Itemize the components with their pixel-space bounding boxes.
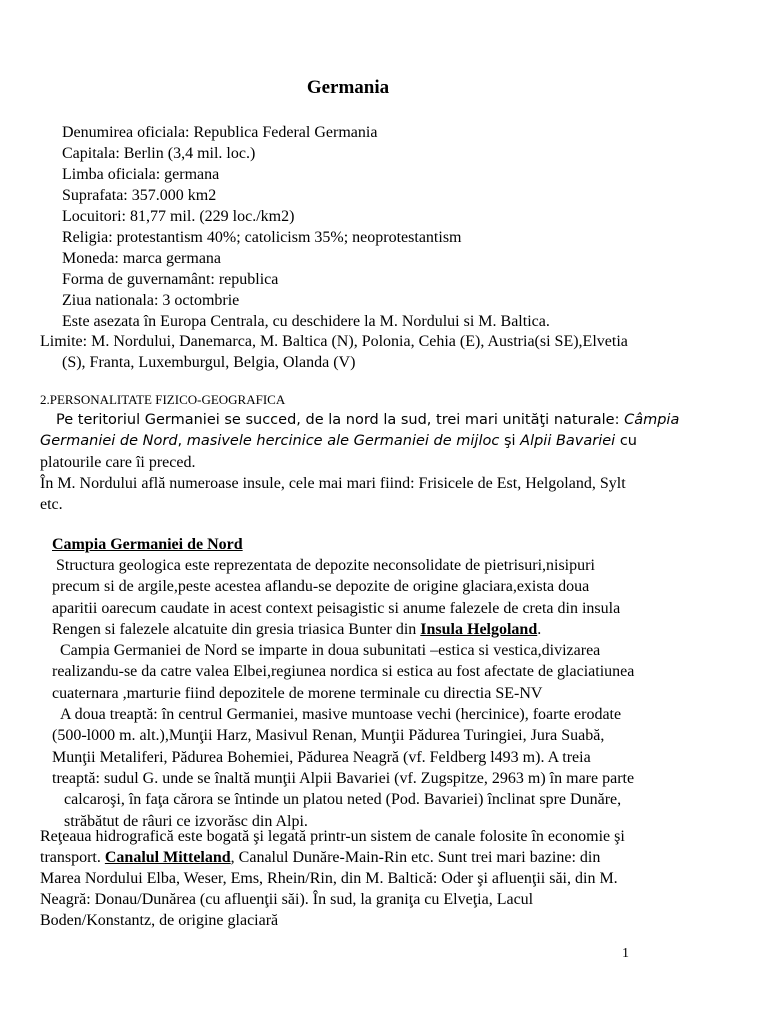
- intro-paragraph: [40, 410, 720, 515]
- intro-line-2: [40, 431, 720, 452]
- intro-line-5: etc.: [40, 496, 63, 513]
- fact-language: Limba oficiala: germana: [62, 166, 220, 183]
- body-line: A doua treaptă: în centrul Germaniei, masive muntoase vechi (hercinice), foarte erodate: [60, 706, 622, 724]
- limits-line-1: Limite: M. Nordului, Danemarca, M. Baltica (N), Polonia, Cehia (E), Austria(si SE),Elvetia: [40, 333, 628, 350]
- body-line: străbătut de râuri ce izvorăsc din Alpi.: [64, 812, 308, 830]
- intro-text: ,: [177, 433, 187, 449]
- intro-italic: Germaniei de Nord: [40, 433, 178, 449]
- intro-text: cu: [615, 433, 637, 449]
- facts-list: [62, 122, 702, 332]
- body-line: realizandu-se da catre valea Elbei,regiunea nordica si estica au fost afectate de glaciatiunea: [52, 663, 635, 681]
- body-line: Campia Germaniei de Nord se imparte in doua subunitati –estica si vestica,divizarea: [60, 642, 601, 660]
- subheading: Campia Germaniei de Nord: [52, 536, 243, 553]
- final-line: Marea Nordului Elba, Weser, Ems, Rhein/Rin, din M. Baltică: Oder şi afluenţii săi, din M.: [40, 870, 618, 887]
- document-title: Germania: [306, 77, 390, 98]
- intro-line-3: platourile care îi preced.: [40, 454, 196, 471]
- fact-government: Forma de guvernamânt: republica: [62, 271, 279, 288]
- body-line: aparitii oarecum caudate in acest context peisagistic si anume falezele de creta din insula: [52, 599, 621, 617]
- fact-population: Locuitori: 81,77 mil. (229 loc./km2): [62, 208, 295, 225]
- final-line: Boden/Konstantz, de origine glaciară: [40, 912, 279, 929]
- page-number: 1: [622, 946, 629, 961]
- final-text: , Canalul Dunăre-Main-Rin etc. Sunt trei mari bazine: din: [230, 849, 601, 866]
- intro-italic: masivele hercinice ale Germaniei de mijloc: [186, 433, 500, 449]
- body-line: calcaroşi, în faţa cărora se întinde un platou neted (Pod. Bavariei) înclinat spre Dunăre,: [64, 791, 622, 809]
- fact-currency: Moneda: marca germana: [62, 250, 222, 267]
- intro-italic: Alpii Bavariei: [520, 433, 616, 449]
- final-text: transport.: [40, 849, 105, 866]
- fact-official-name: Denumirea oficiala: Republica Federal Germania: [62, 124, 378, 141]
- hydrography-paragraph: [40, 826, 730, 931]
- fact-location: Este asezata în Europa Centrala, cu deschidere la M. Nordului si M. Baltica.: [62, 313, 550, 330]
- section-heading: 2.PERSONALITATE FIZICO-GEOGRAFICA: [40, 392, 286, 407]
- final-line: [40, 847, 730, 868]
- body-line: precum si de argile,peste acestea aflandu-se depozite de origine glaciara,exista doua: [52, 578, 590, 596]
- limits-paragraph: [40, 331, 700, 373]
- intro-text: Pe teritoriul Germaniei se succed, de la nord la sud, trei mari unităţi naturale:: [56, 412, 625, 428]
- body-text: Rengen si falezele alcatuite din gresia triasica Bunter din: [52, 620, 421, 638]
- body-line: treaptă: sudul G. unde se înaltă munţii Alpii Bavariei (vf. Zugspitze, 2963 m) în mare parte: [52, 769, 635, 787]
- fact-capital: Capitala: Berlin (3,4 mil. loc.): [62, 145, 256, 162]
- fact-national-day: Ziua nationala: 3 octombrie: [62, 292, 240, 309]
- fact-area: Suprafata: 357.000 km2: [62, 187, 217, 204]
- intro-line-4: În M. Nordului află numeroase insule, cele mai mari fiind: Frisicele de Est, Helgoland, Sylt: [40, 475, 626, 492]
- intro-text: şi: [499, 433, 521, 449]
- insula-helgoland-link: Insula Helgoland: [420, 620, 538, 638]
- body-line: [52, 619, 732, 640]
- body-line: Munţii Metaliferi, Pădurea Bohemiei, Pădurea Neagră (vf. Feldberg l493 m). A treia: [52, 748, 591, 766]
- body-text: .: [537, 620, 542, 638]
- body-line: Structura geologica este reprezentata de depozite neconsolidate de pietrisuri,nisipuri: [56, 557, 595, 574]
- intro-italic: Câmpia: [624, 412, 680, 428]
- limits-line-2: (S), Franta, Luxemburgul, Belgia, Olanda (V): [62, 354, 356, 371]
- final-line: Neagră: Donau/Dunărea (cu afluenţii săi). În sud, la graniţa cu Elveţia, Lacul: [40, 891, 534, 908]
- body-line: (500-l000 m. alt.),Munţii Harz, Masivul Renan, Munţii Pădurea Turingiei, Jura Suabă,: [52, 727, 605, 745]
- intro-line-1: [40, 410, 720, 431]
- body-paragraph: [52, 555, 732, 832]
- canalul-mitteland-link: Canalul Mitteland: [104, 849, 231, 866]
- final-line: Reţeaua hidrografică este bogată şi legată printr-un sistem de canale folosite în economie şi: [40, 828, 625, 845]
- body-line: cuaternara ,marturie fiind depozitele de morene terminale cu directia SE-NV: [52, 684, 543, 702]
- fact-religion: Religia: protestantism 40%; catolicism 35%; neoprotestantism: [62, 229, 462, 246]
